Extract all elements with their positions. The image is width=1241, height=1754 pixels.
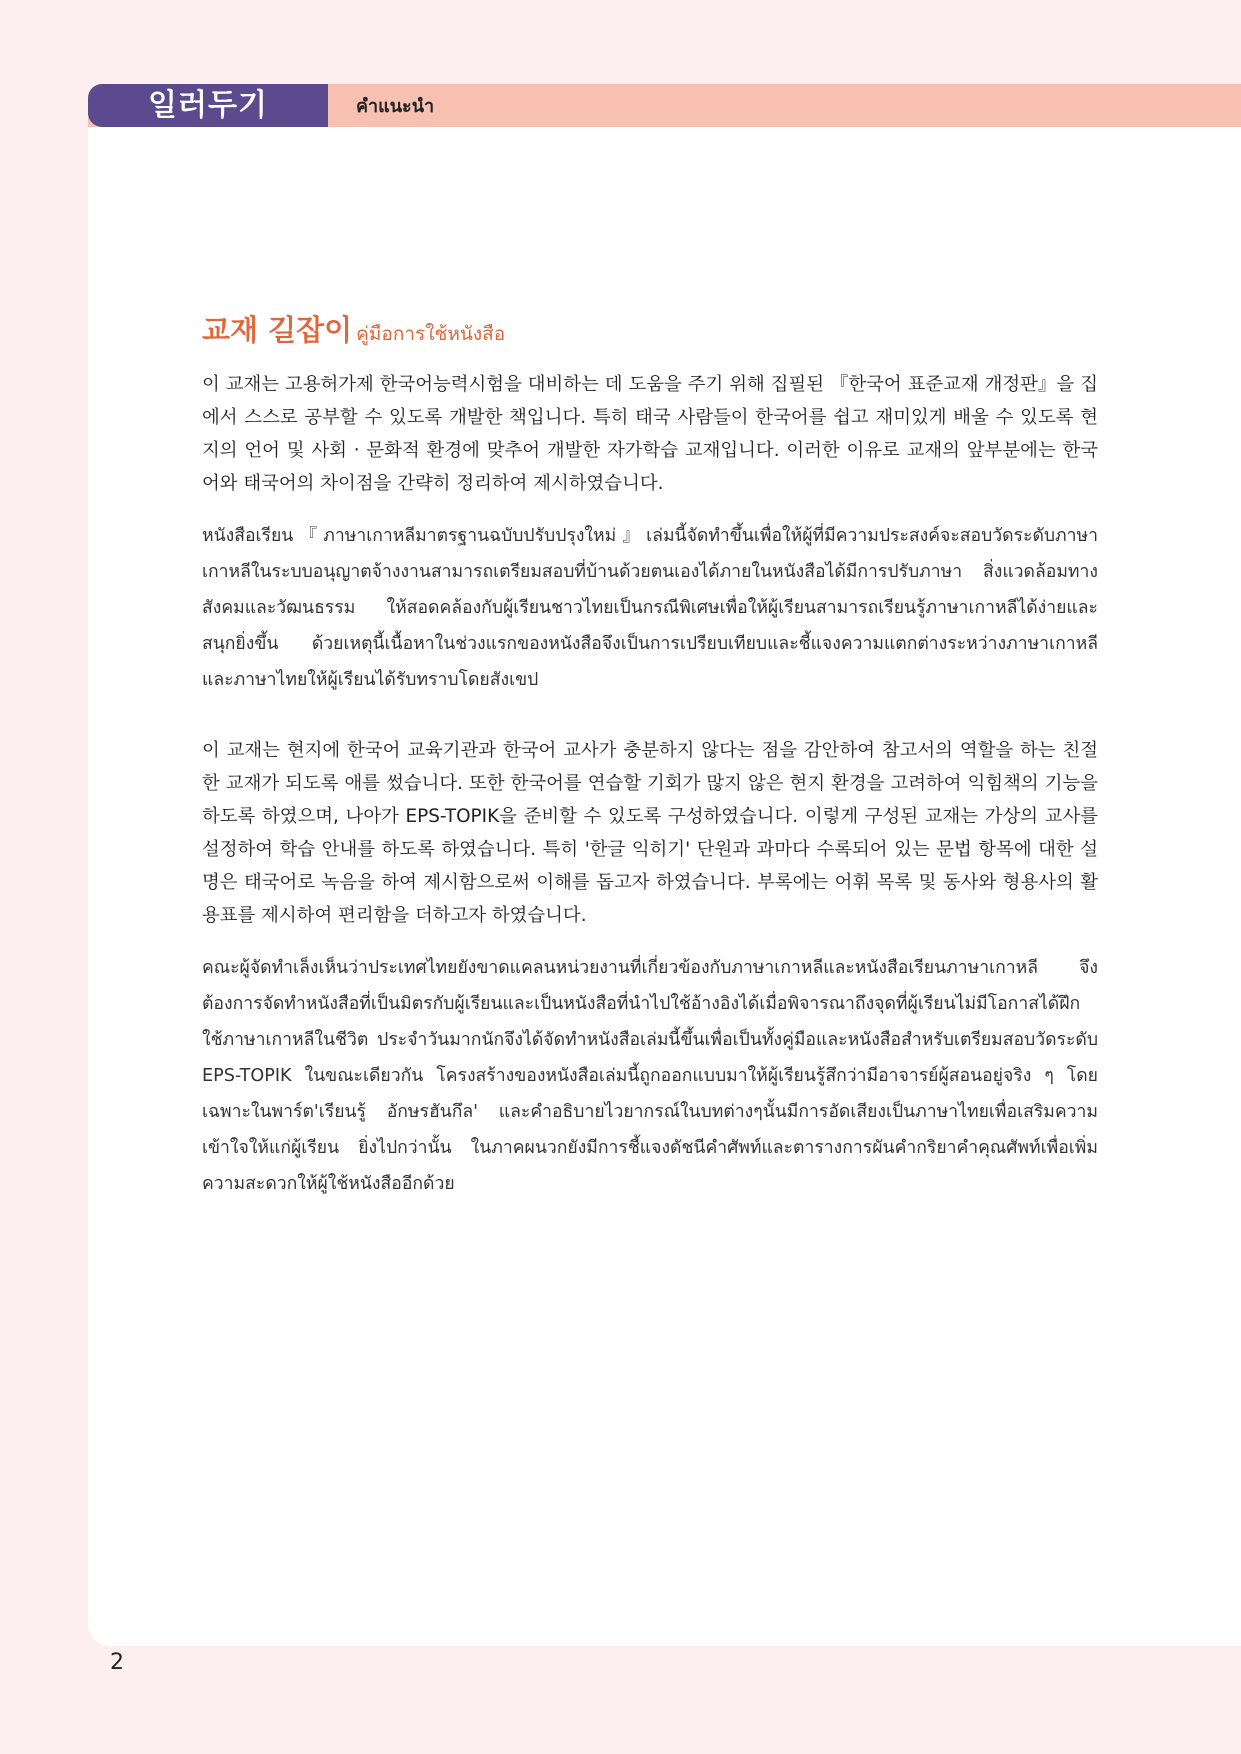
paragraph-korean-1: 이 교재는 고용허가제 한국어능력시험을 대비하는 데 도움을 주기 위해 집필된 『한국어 표준교재 개정판』을 집에서 스스로 공부할 수 있도록 개발한 책입니다. 특히 태국 사람들이 한국어를 쉽고 재미있게 배울 수 있도록 현지의 언어 및 사회 · 문화적 환경에 맞추어 개발한 자가학습 교재입니다. 이러한 이유로 교재의 앞부분에는 한국어와 태국어의 차이점을 간략히 정리하여 제시하였습니다. bbox=[202, 374, 1098, 494]
body-content bbox=[202, 368, 1098, 1202]
section-title-thai: คู่มือการใช้หนังสือ bbox=[356, 323, 506, 345]
header-subtitle: คำแนะนำ bbox=[356, 96, 435, 117]
paragraph-korean-2: 이 교재는 현지에 한국어 교육기관과 한국어 교사가 충분하지 않다는 점을 감안하여 참고서의 역할을 하는 친절한 교재가 되도록 애를 썼습니다. 또한 한국어를 연습할 기회가 많지 않은 현지 환경을 고려하여 익힘책의 기능을 하도록 하였으며, 나아가 EPS-TOPIK을 준비할 수 있도록 구성하였습니다. 이렇게 구성된 교재는 가상의 교사를 설정하여 학습 안내를 하도록 하였습니다. 특히 '한글 익히기' 단원과 과마다 수록되어 있는 문법 항목에 대한 설명은 태국어로 녹음을 하여 제시함으로써 이해를 돕고자 하였습니다. 부록에는 어휘 목록 및 동사와 형용사의 활용표를 제시하여 편리함을 더하고자 하였습니다. bbox=[202, 740, 1098, 926]
paragraph-thai-1: หนังสือเรียน『ภาษาเกาหลีมาตรฐานฉบับปรับปรุงใหม่』เล่มนี้จัดทำขึ้นเพื่อให้ผู้ที่มีความประสงค์จะสอบวัดระดับภาษาเกาหลีในระบบอนุญาตจ้างงานสามารถเตรียมสอบที่บ้านด้วยตนเองได้ภายในหนังสือได้มีการปรับภาษา สิ่งแวดล้อมทางสังคมและวัฒนธรรม ให้สอดคล้องกับผู้เรียนชาวไทยเป็นกรณีพิเศษเพื่อให้ผู้เรียนสามารถเรียนรู้ภาษาเกาหลีได้ง่ายและสนุกยิ่งขึ้น ด้วยเหตุนี้เนื้อหาในช่วงแรกของหนังสือจึงเป็นการเปรียบเทียบและชี้แจงความแตกต่างระหว่างภาษาเกาหลีและภาษาไทยให้ผู้เรียนได้รับทราบโดยสังเขป bbox=[202, 526, 1098, 690]
page-number: 2 bbox=[110, 1650, 124, 1675]
paragraph-thai-2: คณะผู้จัดทำเล็งเห็นว่าประเทศไทยยังขาดแคลนหน่วยงานที่เกี่ยวข้องกับภาษาเกาหลีและหนังสือเรียนภาษาเกาหลี จึงต้องการจัดทำหนังสือที่เป็นมิตรกับผู้เรียนและเป็นหนังสือที่นำไปใช้อ้างอิงได้เมื่อพิจารณาถึงจุดที่ผู้เรียนไม่มีโอกาสได้ฝึกใช้ภาษาเกาหลีในชีวิต ประจำวันมากนักจึงได้จัดทำหนังสือเล่มนี้ขึ้นเพื่อเป็นทั้งคู่มือและหนังสือสำหรับเตรียมสอบวัดระดับ EPS-TOPIK ในขณะเดียวกัน โครงสร้างของหนังสือเล่มนี้ถูกออกแบบมาให้ผู้เรียนรู้สึกว่ามีอาจารย์ผู้สอนอยู่จริง ๆ โดยเฉพาะในพาร์ต'เรียนรู้ อักษรฮันกึล' และคำอธิบายไวยากรณ์ในบทต่างๆนั้นมีการอัดเสียงเป็นภาษาไทยเพื่อเสริมความเข้าใจให้แก่ผู้เรียน ยิ่งไปกว่านั้น ในภาคผนวกยังมีการชี้แจงดัชนีคำศัพท์และตารางการผันคำกริยาคำคุณศัพท์เพื่อเพิ่มความสะดวกให้ผู้ใช้หนังสืออีกด้วย bbox=[202, 958, 1098, 1194]
header-tab: 일러두기 bbox=[88, 84, 328, 127]
section-title bbox=[202, 308, 505, 349]
section-title-korean: 교재 길잡이 bbox=[202, 313, 353, 347]
